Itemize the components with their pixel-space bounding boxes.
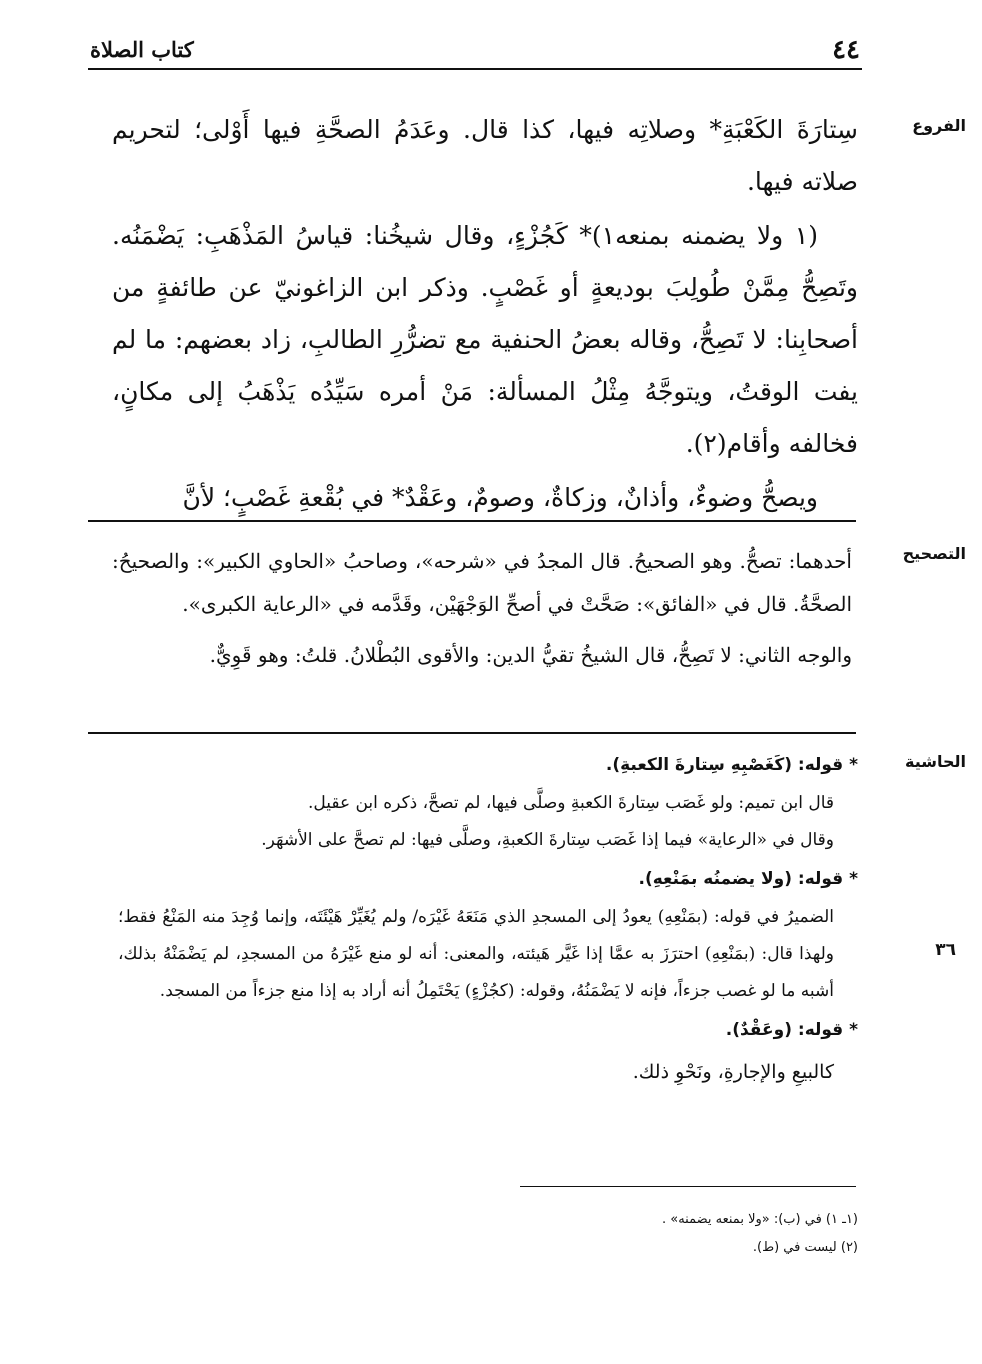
tashih-section: [112, 540, 852, 677]
main-text: [112, 104, 858, 524]
hashiya-heading-2: * قوله: (ولا يضمنُه بمَنْعِهِ).: [638, 869, 858, 889]
hashiya-section: [118, 745, 858, 1094]
running-title: كتاب الصلاة: [90, 37, 194, 62]
hashiya-heading-1: * قوله: (كَغَصْبِهِ سِتارةَ الكعبةِ).: [605, 755, 858, 775]
footnote-separator: [520, 1186, 856, 1187]
hashiya-note-1a: قال ابن تميم: ولو غَصَب سِتارةَ الكعبةِ وصلَّى فيها، لم تصحَّ، ذكره ابن عقيل.: [307, 793, 834, 813]
section-divider-1: [88, 520, 856, 522]
hashiya-note-3: كالبيعِ والإجارةِ، ونَحْوِ ذلك.: [632, 1061, 834, 1083]
running-header: [88, 28, 862, 70]
footnote-1: (١ـ ١) في (ب): «ولا بمنعه يضمنه» .: [661, 1212, 858, 1227]
main-paragraph-2: (١ ولا يضمنه بمنعه١)* كَجُزْءٍ، وقال شيخُنا: قياسُ المَذْهَبِ: يَضْمَنُه. وتَصِحُّ مِمَّنْ طُولِبَ بوديعةٍ أو غَصْبٍ. وذكر ابن الزاغونيّ عن طائفةٍ من أصحابِنا: لا تَصِحُّ، وقاله بعضُ الحنفية مع تضرُّرِ الطالبِ، زاد بعضهم: ما لم يفت الوقتُ، ويتوجَّهُ مِثْلُ المسألة: مَنْ أمره سَيِّدُه يَذْهَبُ إلى مكانٍ، فخالفه وأقام(٢).: [112, 221, 858, 458]
hashiya-note-2: الضميرُ في قوله: (بمَنْعِهِ) يعودُ إلى المسجدِ الذي مَنَعَهُ غَيْرَه/ ولم يُغَيِّرْ هَيْئَتَه، وإنما وُجِدَ منه المَنْعُ فقط؛ ولهذا قال: (بمَنْعِهِ) احترَزَ به عمَّا إذا غَيَّر هَيئته، والمعنى: أنه لو منع غَيْرَهُ من المسجدِ، لم يَضْمَنْهُ بذلك، أشبه ما لو غصب جزءاً، فإنه لا يَضْمَنُهُ، وقوله: (كجُزْءٍ) يَحْتَمِلُ أنه أراد به إذا منع جزءاً من المسجد.: [118, 907, 834, 1001]
tashih-paragraph-1: أحدهما: تصحُّ. وهو الصحيحُ. قال المجدُ في «شرحه»، وصاحبُ «الحاوي الكبير»: والصحيحُ: الصحَّةُ. قال في «الفائق»: صَحَّتْ في أصحِّ الوَجْهَيْن، وقَدَّمه في «الرعاية الكبرى».: [112, 549, 852, 616]
section-divider-2: [88, 732, 856, 734]
footnotes: [118, 1206, 858, 1262]
main-paragraph-3: ويصحُّ وضوءٌ، وأذانٌ، وزكاةٌ، وصومٌ، وعَقْدٌ* في بُقْعةِ غَصْبٍ؛ لأنَّ: [182, 483, 818, 512]
hashiya-heading-3: * قوله: (وعَقْدٌ).: [725, 1020, 858, 1040]
margin-label-furu: الفروع: [912, 116, 966, 135]
page-number: ٤٤: [832, 35, 860, 65]
footnote-2: (٢) ليست في (ط).: [752, 1240, 858, 1255]
hashiya-note-1b: وقال في «الرعاية» فيما إذا غَصَب سِتارةَ الكعبةِ، وصلَّى فيها: لم تصحَّ على الأشهَر.: [261, 830, 834, 850]
main-paragraph-1: سِتارَةَ الكَعْبَةِ* وصلاتِه فيها، كذا قال. وعَدَمُ الصحَّةِ فيها أَوْلى؛ لتحريم صلاته فيها.: [112, 115, 858, 196]
margin-note-number: ٣٦: [935, 940, 956, 960]
margin-label-tashih: التصحيح: [902, 544, 966, 563]
tashih-paragraph-2: والوجه الثاني: لا تَصِحُّ، قال الشيخُ تقيُّ الدين: والأقوى البُطْلانُ. قلتُ: وهو قَوِيٌّ.: [209, 643, 852, 667]
margin-label-hashiya: الحاشية: [905, 752, 966, 771]
